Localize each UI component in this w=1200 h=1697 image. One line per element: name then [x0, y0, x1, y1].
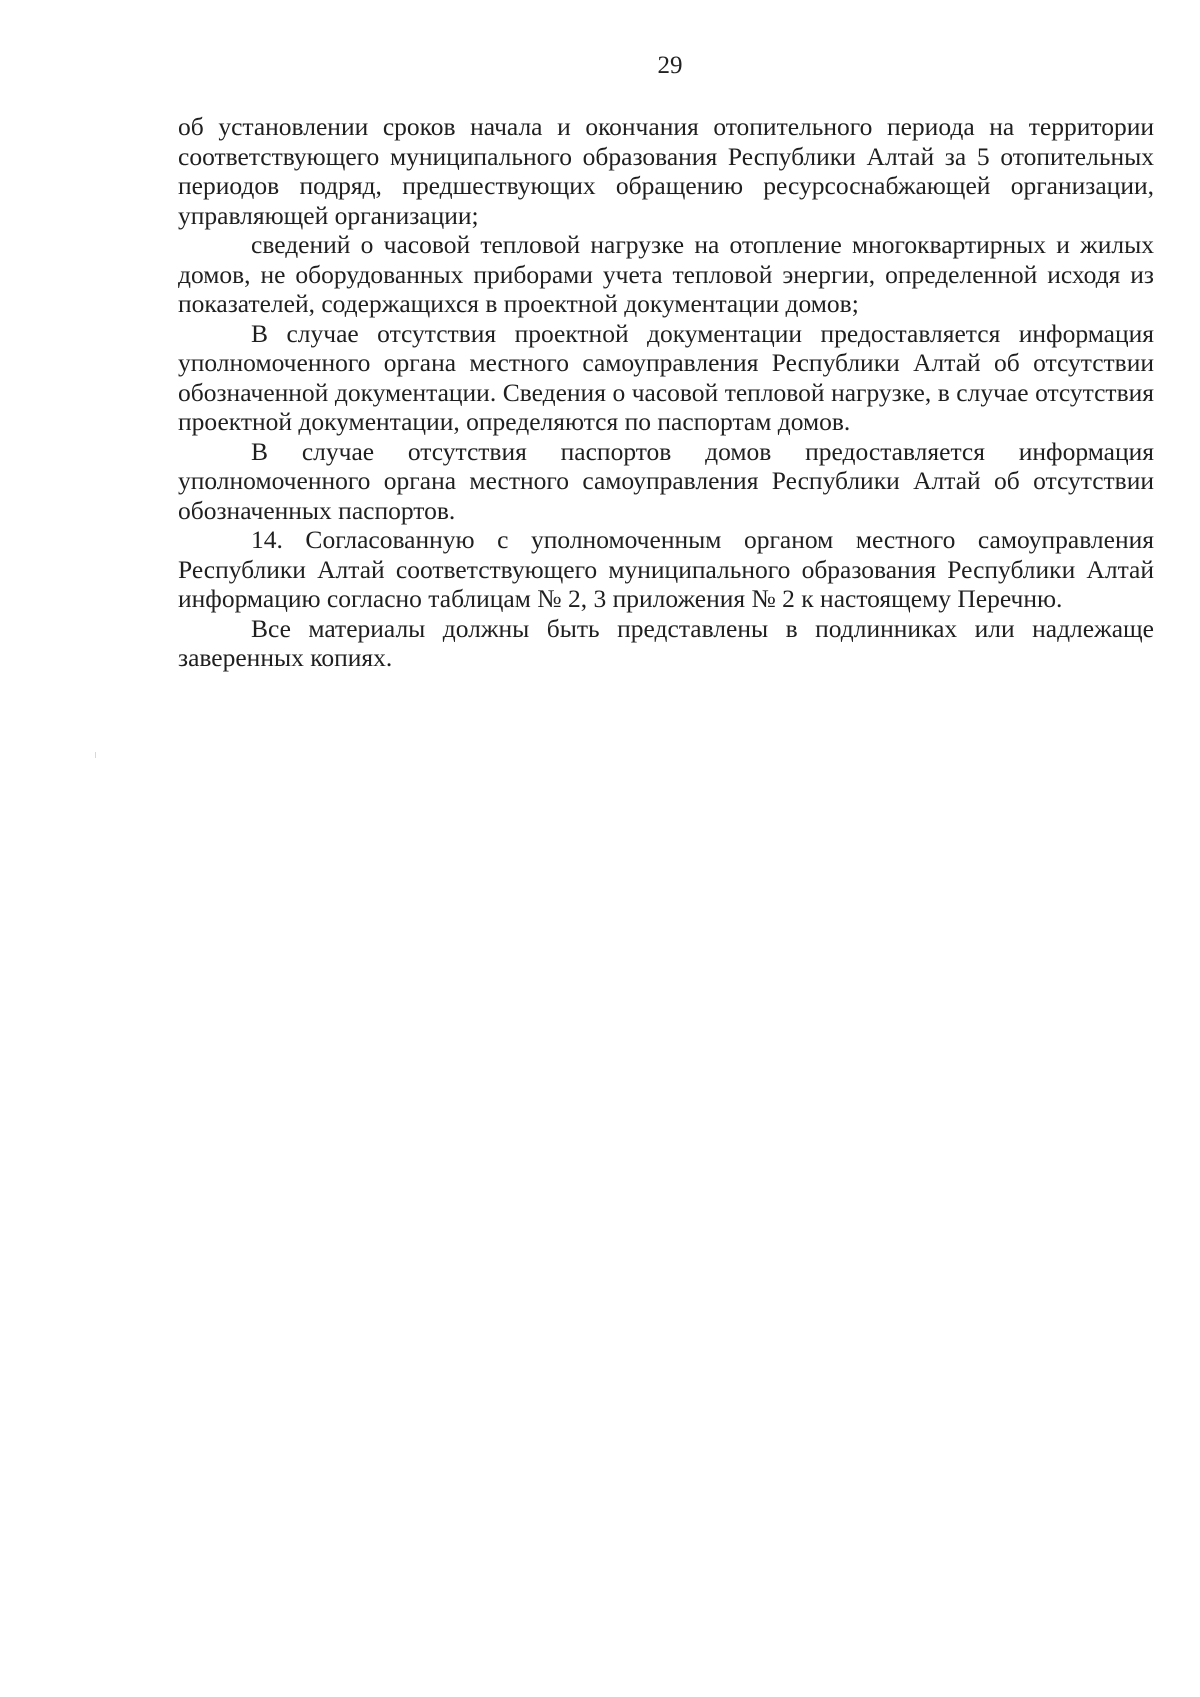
scan-artifact	[95, 752, 96, 758]
paragraph-heating-period-continuation: об установлении сроков начала и окончания отопительного периода на территории соответствующего муниципального образования Республики Алтай за 5 отопительных периодов подряд, предшествующих обращению ресурсоснабжающей организации, управляющей организации;	[178, 112, 1154, 230]
paragraph-heat-load-info: сведений о часовой тепловой нагрузке на отопление многоквартирных и жилых домов, не оборудованных приборами учета тепловой энергии, определенной исходя из показателей, содержащихся в проектной документации домов;	[178, 230, 1154, 318]
paragraph-item-14: 14. Согласованную с уполномоченным органом местного самоуправления Республики Алтай соответствующего муниципального образования Республики Алтай информацию согласно таблицам № 2, 3 приложения № 2 к настоящему Перечню.	[178, 525, 1154, 613]
page-number: 29	[657, 52, 683, 79]
paragraph-materials-requirement: Все материалы должны быть представлены в подлинниках или надлежаще заверенных копиях.	[178, 613, 1154, 672]
document-body	[178, 112, 1154, 673]
paragraph-no-house-passports: В случае отсутствия паспортов домов предоставляется информация уполномоченного органа местного самоуправления Республики Алтай об отсутствии обозначенных паспортов.	[178, 436, 1154, 525]
paragraph-no-project-documentation: В случае отсутствия проектной документации предоставляется информация уполномоченного органа местного самоуправления Республики Алтай об отсутствии обозначенной документации. Сведения о часовой тепловой нагрузке, в случае отсутствия проектной документации, определяются по паспортам домов.	[178, 318, 1154, 436]
